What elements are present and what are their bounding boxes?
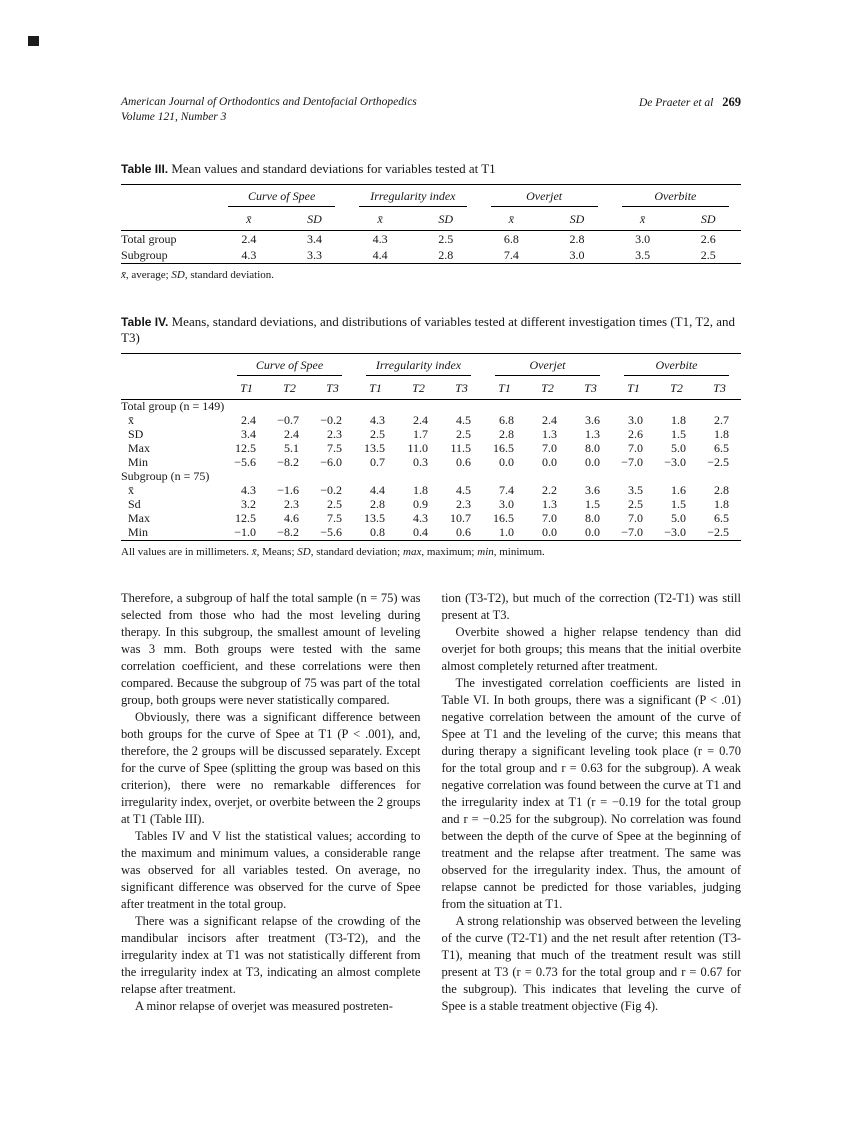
journal-title: American Journal of Orthodontics and Dentofacial Orthopedics [121,96,417,108]
data-cell: 2.3 [456,497,471,511]
data-cell: −0.2 [320,483,342,497]
footnote-segment: , maximum; [421,545,478,558]
data-cell: 6.5 [714,441,729,455]
footnote-segment: SD [297,545,311,558]
data-cell: 3.0 [635,231,651,246]
data-cell: −6.0 [320,455,342,469]
column-group-label: Irregularity index [366,359,471,376]
column-subheader: T3 [698,376,741,400]
stub-cell [121,376,225,400]
data-cell: −0.7 [277,413,299,427]
data-cell: 7.4 [499,483,514,497]
footnote-segment: min [477,545,494,558]
data-cell: 1.8 [714,497,729,511]
column-subheader: SD [544,207,610,231]
running-head-right [639,95,741,111]
column-group-label: Overjet [495,359,600,376]
footnote-segment: , Means; [256,545,298,558]
data-cell: 2.5 [628,497,643,511]
table-row [121,442,741,456]
data-cell: 1.3 [542,497,557,511]
data-cell: 7.0 [628,511,643,525]
table-iii-caption [121,161,741,178]
column-subheader: T1 [225,376,268,400]
table-iv-block [121,314,741,559]
table-head [121,353,741,399]
column-group-header [354,353,483,376]
page-content [121,95,741,1015]
column-subheader: T3 [569,376,612,400]
data-cell: 11.5 [450,441,471,455]
data-cell: 13.5 [364,511,385,525]
column-subheader: T1 [483,376,526,400]
data-cell: 10.7 [450,511,471,525]
table-iii-label: Table III. [121,162,169,176]
column-group-label: Overbite [622,190,729,207]
data-cell: 0.7 [370,455,385,469]
data-cell: 3.5 [635,247,651,262]
table-iii [121,184,741,264]
footnote-segment: , standard deviation; [310,545,403,558]
running-head [121,95,741,125]
table-body [121,399,741,540]
column-subheader: x̄ [216,207,282,231]
paragraph: A strong relationship was observed between the leveling of the curve (T2-T1) and the net result after retention (T3-T1), meaning that much of the treatment result was still present at T3 (r = 0.73 for the total group and r = 0.67 for the subgroup). This indicates that leveling the curve of Spee is a stable treatment objective (Fig 4). [441,913,741,1013]
data-cell: −1.6 [277,483,299,497]
table-row [121,512,741,526]
row-label: Min [128,525,149,539]
data-cell: 7.5 [327,441,342,455]
scan-artifact-mark [28,36,39,46]
data-cell: 1.5 [671,497,686,511]
data-cell: 0.0 [585,455,600,469]
table-row [121,414,741,428]
data-cell: 12.5 [235,511,256,525]
column-group-header [479,184,610,207]
data-cell: −7.0 [621,525,643,539]
column-group-header [483,353,612,376]
data-cell: 2.2 [542,483,557,497]
column-subheader: SD [675,207,741,231]
column-group-label: Irregularity index [359,190,466,207]
table-iii-footnote [121,264,741,282]
footnote-segment: , average; [125,268,172,281]
footnote-segment: , minimum. [493,545,545,558]
column-group-row [121,353,741,376]
column-group-header [216,184,347,207]
row-label: Sd [128,497,141,511]
data-cell: 2.4 [241,413,256,427]
body-column-right [442,590,742,1015]
column-subheader: x̄ [347,207,413,231]
column-group-row [121,184,741,207]
data-cell: 6.8 [499,413,514,427]
data-cell: 3.6 [585,413,600,427]
data-cell: 2.5 [327,497,342,511]
data-cell: −0.2 [320,413,342,427]
row-label: x̄ [128,483,134,497]
column-subheader-row [121,376,741,400]
column-subheader: T1 [354,376,397,400]
row-label: Subgroup [121,247,168,262]
data-cell: 2.6 [628,427,643,441]
data-cell: 3.6 [585,483,600,497]
data-cell: 2.5 [370,427,385,441]
table-row [121,230,741,247]
data-cell: 0.6 [456,525,471,539]
paragraph: Tables IV and V list the statistical values; according to the maximum and minimum values, a considerable range was observed for all variables tested. On average, no significant difference was observed for the curve of Spee after treatment in the total group. [121,828,421,911]
table-iv [121,353,741,541]
data-cell: 4.3 [372,231,388,246]
paragraph: The investigated correlation coefficients are listed in Table VI. In both groups, there was a significant (P < .01) negative correlation between the amount of the curve of Spee at T1 and the leveling of the curve; this means that during therapy a significant leveling took place (r = 0.70 for the total group and r = 0.63 for the subgroup). A weak negative correlation was found between the curve at T1 and the irregularity index at T1 (r = −0.19 for the total group and r = −0.25 for the subgroup). No correlation was found between the depth of the curve of Spee at the beginning of treatment and the relapse after treatment. The same was observed for the irregularity index. Thus, the amount of relapse cannot be predicted for those variables, judging from the situation at T1. [441,675,741,911]
data-cell: −1.0 [234,525,256,539]
footnote-segment: SD [171,268,185,281]
data-cell: 2.5 [438,231,454,246]
data-cell: 2.4 [542,413,557,427]
running-head-left [121,95,417,125]
data-cell: 0.9 [413,497,428,511]
column-subheader: x̄ [610,207,676,231]
data-cell: 0.0 [542,525,557,539]
data-cell: 6.5 [714,511,729,525]
data-cell: 1.8 [413,483,428,497]
table-head [121,184,741,230]
authors-citation: De Praeter et al [638,97,714,109]
data-cell: 2.3 [327,427,342,441]
column-group-header [225,353,354,376]
data-cell: 0.3 [413,455,428,469]
footnote-segment: max [403,545,422,558]
data-cell: 4.6 [284,511,299,525]
data-cell: 13.5 [364,441,385,455]
data-cell: 2.8 [370,497,385,511]
data-cell: 4.3 [370,413,385,427]
column-group-label: Curve of Spee [237,359,342,376]
data-cell: 4.3 [241,247,257,262]
data-cell: 3.4 [241,427,256,441]
table-body [121,230,741,263]
section-label: Subgroup (n = 75) [121,469,210,483]
data-cell: −3.0 [664,455,686,469]
table-iii-block [121,161,741,282]
data-cell: 1.8 [714,427,729,441]
data-cell: 1.5 [671,427,686,441]
data-cell: 7.0 [542,511,557,525]
footnote-segment: x̄ [121,268,126,281]
stub-cell [121,184,216,207]
paragraph: tion (T3-T2), but much of the correction (T2-T1) was still present at T3. [441,590,741,622]
stub-cell [121,353,225,376]
data-cell: −5.6 [234,455,256,469]
body-text [121,590,741,1015]
data-cell: 1.0 [499,525,514,539]
column-subheader: T3 [311,376,354,400]
column-subheader: T2 [526,376,569,400]
data-cell: 2.4 [241,231,257,246]
data-cell: 2.4 [284,427,299,441]
data-cell: 1.3 [585,427,600,441]
column-subheader: T2 [268,376,311,400]
data-cell: 1.5 [585,497,600,511]
data-cell: 0.4 [413,525,428,539]
paragraph: Overbite showed a higher relapse tendency than did overjet for both groups; this means that the initial overbite almost completely returned after treatment. [441,624,741,673]
row-label: SD [128,427,144,441]
data-cell: 1.6 [671,483,686,497]
data-cell: 7.4 [503,247,519,262]
column-group-header [347,184,478,207]
data-cell: −2.5 [707,525,729,539]
data-cell: 3.4 [306,231,322,246]
column-subheader-row [121,207,741,231]
page-number: 269 [722,95,741,109]
data-cell: 11.0 [407,441,428,455]
data-cell: 3.0 [628,413,643,427]
row-label: Max [128,441,150,455]
column-subheader: T3 [440,376,483,400]
data-cell: 7.5 [327,511,342,525]
data-cell: 6.8 [503,231,519,246]
data-cell: 4.5 [456,483,471,497]
column-subheader: x̄ [479,207,545,231]
data-cell: −2.5 [707,455,729,469]
data-cell: 3.3 [306,247,322,262]
column-group-label: Overbite [624,359,729,376]
table-row [121,484,741,498]
data-cell: −8.2 [277,455,299,469]
data-cell: 2.4 [413,413,428,427]
data-cell: 2.3 [284,497,299,511]
data-cell: 4.3 [241,483,256,497]
data-cell: −8.2 [277,525,299,539]
table-row [121,498,741,512]
paragraph: Obviously, there was a significant difference between both groups for the curve of Spee at T1 (P < .001), and, therefore, the 2 groups will be discussed separately. Except for the curve of Spee (splitting the group was based on this criterion), there were no remarkable differences for irregularity index, overjet, or overbite between the 2 groups at T1 (Table III). [121,709,421,826]
data-cell: 1.8 [671,413,686,427]
table-row [121,456,741,470]
data-cell: 2.8 [569,231,585,246]
table-iv-label: Table IV. [121,314,169,329]
data-cell: 5.0 [671,511,686,525]
paragraph: There was a significant relapse of the crowding of the mandibular incisors after treatment (T3-T2), and the irregularity index at T1 was not statistically different from the irregularity index at T3, indicating an almost complete relapse after treatment. [121,913,421,996]
column-subheader: SD [282,207,348,231]
data-cell: 2.5 [700,247,716,262]
data-cell: 2.8 [438,247,454,262]
data-cell: 7.0 [542,441,557,455]
column-subheader: SD [413,207,479,231]
column-group-header [612,353,741,376]
footnote-segment: All values are in millimeters. [121,545,252,558]
data-cell: 3.2 [241,497,256,511]
data-cell: 3.0 [569,247,585,262]
data-cell: 4.5 [456,413,471,427]
data-cell: 2.6 [700,231,716,246]
column-subheader: T2 [397,376,440,400]
column-subheader: T2 [655,376,698,400]
section-label: Total group (n = 149) [121,399,225,413]
data-cell: 0.0 [542,455,557,469]
data-cell: 2.5 [456,427,471,441]
paragraph: Therefore, a subgroup of half the total sample (n = 75) was selected from those who had the most leveling during therapy. In this subgroup, the smallest amount of leveling was 3 mm. Both groups were tested with the same correlation coefficient, and these correlations were then compared. Because the subgroup of 75 was part of the total group, both groups were never statistically compared. [121,590,421,707]
footnote-segment: x̄ [251,545,257,558]
table-iii-caption-text: Mean values and standard deviations for variables tested at T1 [171,161,496,176]
data-cell: 4.4 [370,483,385,497]
data-cell: 0.6 [456,455,471,469]
column-subheader: T1 [612,376,655,400]
paragraph: A minor relapse of overjet was measured postreten- [135,998,393,1013]
row-label: Min [128,455,149,469]
column-group-label: Curve of Spee [228,190,335,207]
data-cell: 2.7 [714,413,729,427]
row-label: x̄ [128,413,134,427]
footnote-segment: , standard deviation. [184,268,275,281]
table-row [121,247,741,264]
data-cell: 0.0 [499,455,514,469]
data-cell: 7.0 [628,441,643,455]
table-iv-footnote [121,541,741,559]
data-cell: 0.0 [585,525,600,539]
data-cell: 2.8 [499,427,514,441]
stub-cell [121,207,216,231]
data-cell: 5.1 [284,441,299,455]
data-cell: 8.0 [585,441,600,455]
data-cell: 2.8 [714,483,729,497]
section-header-row [121,470,741,484]
row-label: Total group [121,231,177,246]
data-cell: 4.4 [372,247,388,262]
data-cell: 4.3 [413,511,428,525]
data-cell: 0.8 [370,525,385,539]
table-row [121,526,741,541]
table-iv-caption-text: Means, standard deviations, and distributions of variables tested at different investigation times (T1, T2, and T3) [121,313,736,345]
row-label: Max [128,511,150,525]
data-cell: 5.0 [671,441,686,455]
data-cell: 3.0 [499,497,514,511]
data-cell: −3.0 [664,525,686,539]
data-cell: −7.0 [621,455,643,469]
column-group-label: Overjet [491,190,598,207]
data-cell: 8.0 [585,511,600,525]
volume-info: Volume 121, Number 3 [121,111,227,123]
data-cell: 1.3 [542,427,557,441]
data-cell: 3.5 [628,483,643,497]
table-row [121,428,741,442]
table-iv-caption [121,314,741,347]
body-column-left [121,590,421,1015]
section-header-row [121,399,741,414]
data-cell: 12.5 [235,441,256,455]
column-group-header [610,184,741,207]
data-cell: −5.6 [320,525,342,539]
data-cell: 16.5 [493,511,514,525]
data-cell: 1.7 [413,427,428,441]
data-cell: 16.5 [493,441,514,455]
